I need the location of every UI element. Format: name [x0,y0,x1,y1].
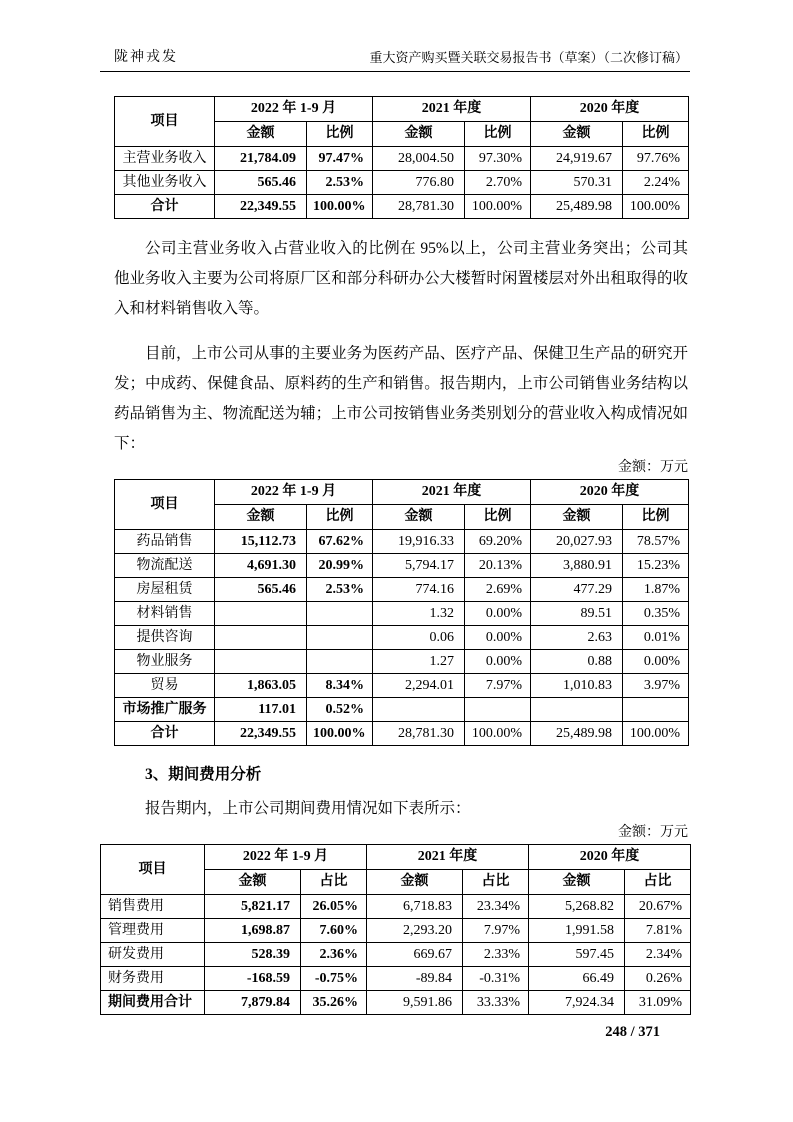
column-header-2022: 2022 年 1-9 月 [215,480,373,505]
amount-cell: 1.32 [373,602,465,626]
amount-cell: 2,293.20 [367,919,463,943]
amount-cell: 5,821.17 [205,895,301,919]
period-expense-table [100,844,691,1015]
amount-cell: 28,781.30 [373,195,465,219]
table-row [115,578,689,602]
amount-cell: 565.46 [215,171,307,195]
ratio-cell: 0.00% [465,602,531,626]
amount-cell: 5,268.82 [529,895,625,919]
column-header-2021: 2021 年度 [367,845,529,870]
table-row [115,698,689,722]
column-header-item: 项目 [101,845,205,895]
column-header-item: 项目 [115,97,215,147]
ratio-cell [307,602,373,626]
column-header-amount: 金额 [205,870,301,895]
table-head [115,97,689,147]
amount-cell: 3,880.91 [531,554,623,578]
column-header-amount: 金额 [367,870,463,895]
row-label: 财务费用 [101,967,205,991]
table-row [115,674,689,698]
ratio-cell: 15.23% [623,554,689,578]
paragraph-revenue-ratio: 公司主营业务收入占营业收入的比例在 95%以上，公司主营业务突出；公司其他业务收入主要为公司将原厂区和部分科研办公大楼暂时闲置楼层对外出租取得的收入和材料销售收入等。 [114,240,688,317]
amount-cell: 22,349.55 [215,195,307,219]
column-header-amount: 金额 [373,505,465,530]
ratio-cell: 69.20% [465,530,531,554]
row-label: 期间费用合计 [101,991,205,1015]
row-label: 管理费用 [101,919,205,943]
header-report-title: 重大资产购买暨关联交易报告书（草案）（二次修订稿） [369,50,688,65]
paragraph-business-description: 目前，上市公司从事的主要业务为医药产品、医疗产品、保健卫生产品的研究开发；中成药、保健食品、原料药的生产和销售。报告期内，上市公司销售业务结构以药品销售为主、物流配送为辅；上市公司按销售业务类别划分的营业收入构成情况如下： [114,345,688,452]
ratio-cell: 20.99% [307,554,373,578]
row-label: 物业服务 [115,650,215,674]
header-company-name: 陇神戎发 [114,50,178,65]
row-label: 药品销售 [115,530,215,554]
amount-cell [531,698,623,722]
row-label: 市场推广服务 [115,698,215,722]
ratio-cell: 100.00% [307,722,373,746]
amount-cell: 1,991.58 [529,919,625,943]
ratio-cell: 78.57% [623,530,689,554]
row-label: 其他业务收入 [115,171,215,195]
ratio-cell: 0.00% [465,650,531,674]
amount-cell [215,602,307,626]
amount-cell: 570.31 [531,171,623,195]
row-label: 房屋租赁 [115,578,215,602]
unit-label: 金额：万元 [618,460,688,475]
column-header-item: 项目 [115,480,215,530]
row-label: 主营业务收入 [115,147,215,171]
table-header-row [115,97,689,122]
column-header-ratio: 比例 [307,122,373,147]
ratio-cell: 35.26% [301,991,367,1015]
amount-cell: 22,349.55 [215,722,307,746]
amount-cell: 20,027.93 [531,530,623,554]
amount-cell: 117.01 [215,698,307,722]
row-label: 提供咨询 [115,626,215,650]
table-row [115,650,689,674]
ratio-cell: 0.26% [625,967,691,991]
column-header-2021: 2021 年度 [373,480,531,505]
ratio-cell: 2.70% [465,171,531,195]
ratio-cell: 7.97% [465,674,531,698]
column-header-ratio: 占比 [463,870,529,895]
ratio-cell [623,698,689,722]
table-row [101,991,691,1015]
amount-cell: 6,718.83 [367,895,463,919]
amount-cell: 28,004.50 [373,147,465,171]
ratio-cell: 0.00% [465,626,531,650]
amount-cell: 21,784.09 [215,147,307,171]
table-row [115,626,689,650]
ratio-cell [307,650,373,674]
ratio-cell [465,698,531,722]
ratio-cell: 20.13% [465,554,531,578]
column-header-amount: 金额 [373,122,465,147]
column-header-2020: 2020 年度 [531,480,689,505]
ratio-cell: 100.00% [623,722,689,746]
amount-cell: 19,916.33 [373,530,465,554]
ratio-cell: 2.53% [307,171,373,195]
ratio-cell: 100.00% [465,722,531,746]
column-header-ratio: 比例 [623,505,689,530]
amount-cell: 7,924.34 [529,991,625,1015]
ratio-cell: 2.69% [465,578,531,602]
column-header-2020: 2020 年度 [529,845,691,870]
amount-cell: 5,794.17 [373,554,465,578]
row-label: 材料销售 [115,602,215,626]
table-header-row [115,480,689,505]
ratio-cell: 67.62% [307,530,373,554]
amount-cell: 2,294.01 [373,674,465,698]
amount-cell: 25,489.98 [531,195,623,219]
ratio-cell: -0.75% [301,967,367,991]
amount-cell: 1.27 [373,650,465,674]
column-header-ratio: 比例 [465,122,531,147]
column-header-ratio: 占比 [301,870,367,895]
column-header-2022: 2022 年 1-9 月 [215,97,373,122]
table-head [101,845,691,895]
row-label: 物流配送 [115,554,215,578]
paragraph-period-expenses-intro: 报告期内，上市公司期间费用情况如下表所示： [145,800,471,817]
row-label: 销售费用 [101,895,205,919]
ratio-cell: 26.05% [301,895,367,919]
amount-cell: 774.16 [373,578,465,602]
ratio-cell: 97.76% [623,147,689,171]
table-body [115,530,689,746]
amount-cell: 528.39 [205,943,301,967]
amount-cell [215,650,307,674]
ratio-cell: 2.53% [307,578,373,602]
ratio-cell: 2.34% [625,943,691,967]
ratio-cell: 33.33% [463,991,529,1015]
ratio-cell: 97.47% [307,147,373,171]
amount-cell: 597.45 [529,943,625,967]
amount-cell: 4,691.30 [215,554,307,578]
amount-cell: 1,863.05 [215,674,307,698]
ratio-cell: 0.00% [623,650,689,674]
table-row [115,554,689,578]
table-row [115,147,689,171]
ratio-cell: 31.09% [625,991,691,1015]
amount-cell: -168.59 [205,967,301,991]
amount-cell: 477.29 [531,578,623,602]
table-row [115,171,689,195]
ratio-cell: 2.33% [463,943,529,967]
row-label: 合计 [115,195,215,219]
column-header-2021: 2021 年度 [373,97,531,122]
ratio-cell: 3.97% [623,674,689,698]
amount-cell [215,626,307,650]
amount-cell: -89.84 [367,967,463,991]
table-row [115,722,689,746]
ratio-cell [307,626,373,650]
amount-cell: 776.80 [373,171,465,195]
table-row [115,530,689,554]
amount-cell: 24,919.67 [531,147,623,171]
table-head [115,480,689,530]
amount-cell: 565.46 [215,578,307,602]
ratio-cell: 97.30% [465,147,531,171]
row-label: 合计 [115,722,215,746]
revenue-composition-table [114,96,689,219]
row-label: 贸易 [115,674,215,698]
revenue-by-category-table [114,479,689,746]
amount-cell: 9,591.86 [367,991,463,1015]
amount-cell: 15,112.73 [215,530,307,554]
ratio-cell: 0.52% [307,698,373,722]
amount-cell: 28,781.30 [373,722,465,746]
ratio-cell: -0.31% [463,967,529,991]
table-body [101,895,691,1015]
amount-cell: 25,489.98 [531,722,623,746]
ratio-cell: 7.81% [625,919,691,943]
amount-cell: 669.67 [367,943,463,967]
amount-cell: 2.63 [531,626,623,650]
table-row [101,919,691,943]
ratio-cell: 2.36% [301,943,367,967]
column-header-amount: 金额 [529,870,625,895]
amount-cell: 1,010.83 [531,674,623,698]
column-header-ratio: 比例 [465,505,531,530]
column-header-ratio: 比例 [623,122,689,147]
column-header-amount: 金额 [531,122,623,147]
unit-label: 金额：万元 [618,825,688,840]
table-row [115,602,689,626]
ratio-cell: 8.34% [307,674,373,698]
column-header-2022: 2022 年 1-9 月 [205,845,367,870]
table-row [101,895,691,919]
column-header-ratio: 占比 [625,870,691,895]
page-number: 248 / 371 [605,1024,660,1040]
column-header-amount: 金额 [531,505,623,530]
amount-cell [373,698,465,722]
ratio-cell: 20.67% [625,895,691,919]
ratio-cell: 7.97% [463,919,529,943]
column-header-amount: 金额 [215,122,307,147]
table-header-row [101,845,691,870]
ratio-cell: 23.34% [463,895,529,919]
amount-cell: 0.06 [373,626,465,650]
column-header-amount: 金额 [215,505,307,530]
row-label: 研发费用 [101,943,205,967]
amount-cell: 89.51 [531,602,623,626]
amount-cell: 0.88 [531,650,623,674]
document-header [100,50,690,72]
section-heading-period-expenses: 3、期间费用分析 [145,766,262,783]
table-row [101,967,691,991]
column-header-2020: 2020 年度 [531,97,689,122]
amount-cell: 7,879.84 [205,991,301,1015]
table-row [101,943,691,967]
ratio-cell: 0.35% [623,602,689,626]
ratio-cell: 7.60% [301,919,367,943]
ratio-cell: 100.00% [465,195,531,219]
amount-cell: 1,698.87 [205,919,301,943]
ratio-cell: 100.00% [307,195,373,219]
column-header-ratio: 比例 [307,505,373,530]
ratio-cell: 2.24% [623,171,689,195]
ratio-cell: 1.87% [623,578,689,602]
ratio-cell: 100.00% [623,195,689,219]
table-row [115,195,689,219]
amount-cell: 66.49 [529,967,625,991]
ratio-cell: 0.01% [623,626,689,650]
table-body [115,147,689,219]
